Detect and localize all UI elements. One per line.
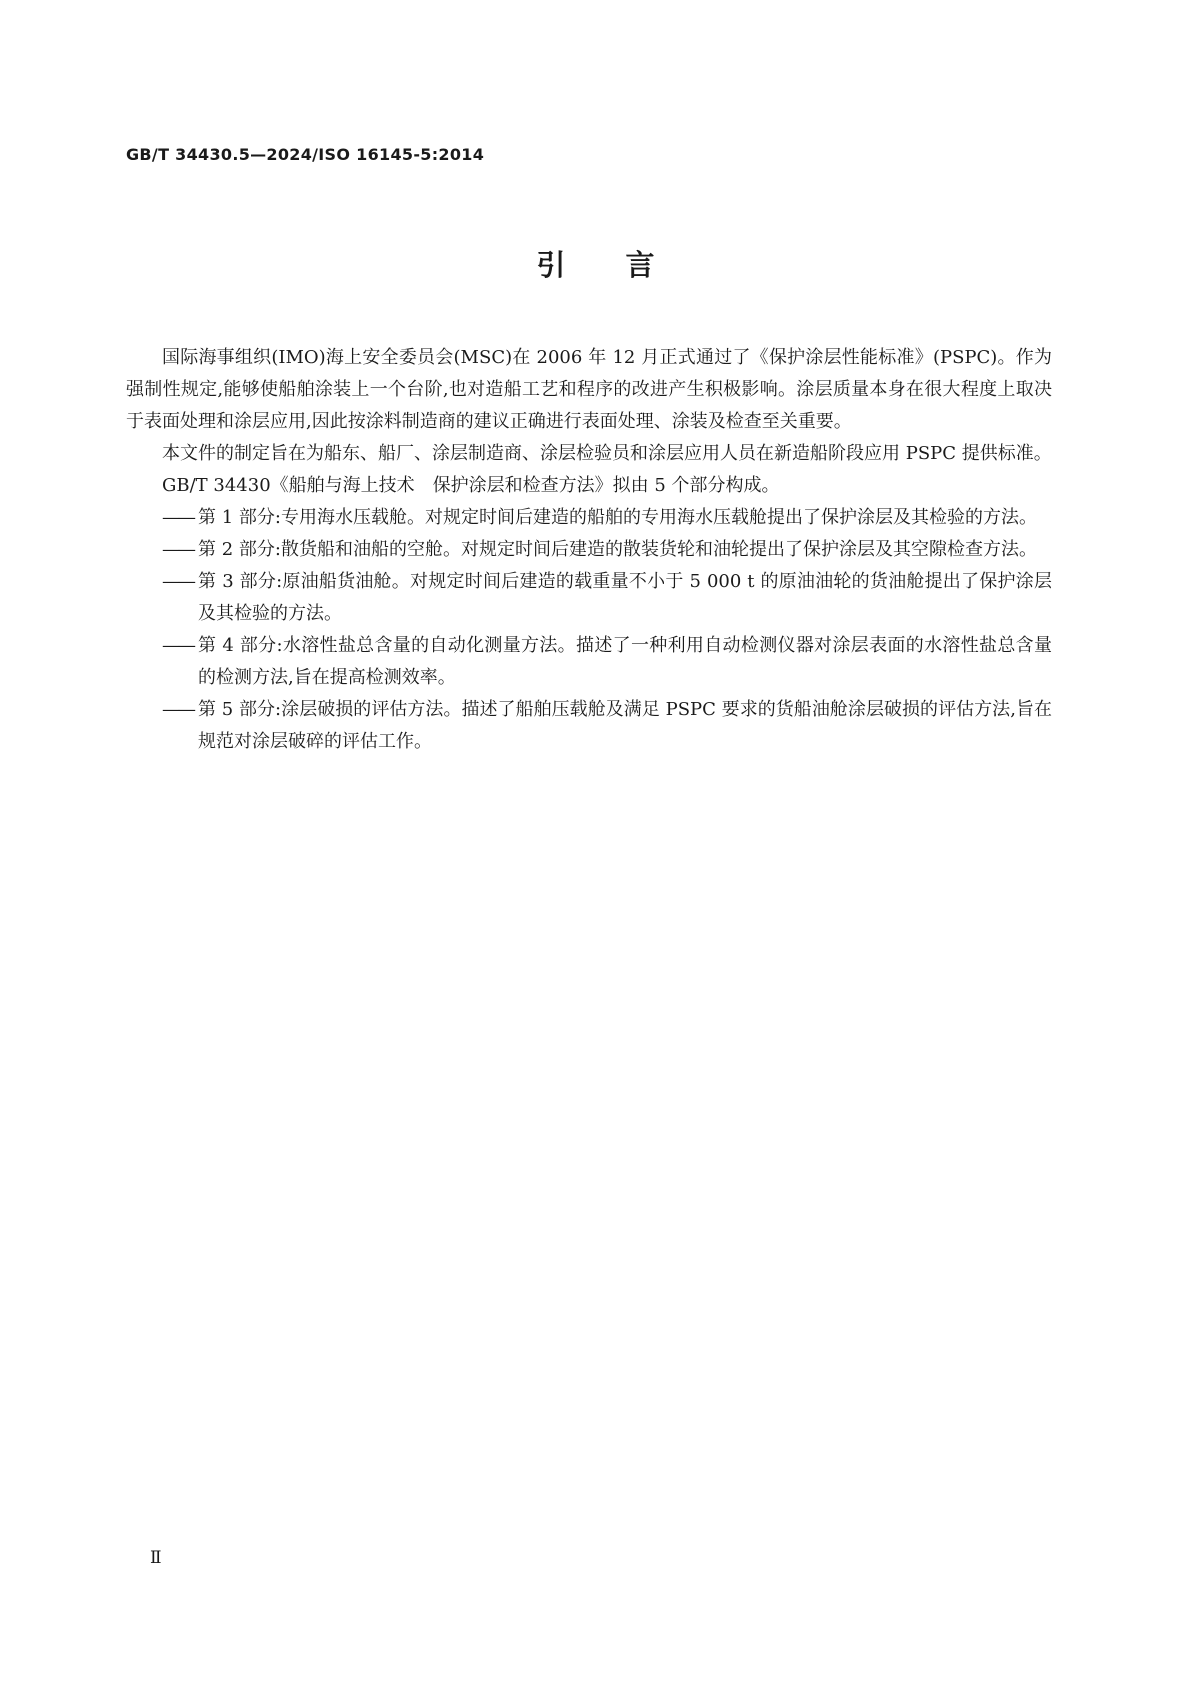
list-item-text: 第 4 部分:水溶性盐总含量的自动化测量方法。描述了一种利用自动检测仪器对涂层表面的水溶性盐总含量的检测方法,旨在提高检测效率。: [198, 635, 1052, 688]
list-item-text: 第 3 部分:原油船货油舱。对规定时间后建造的载重量不小于 5 000 t 的原油油轮的货油舱提出了保护涂层及其检验的方法。: [198, 571, 1052, 624]
list-item: [126, 630, 1052, 694]
list-item: [126, 566, 1052, 630]
structure-paragraph: GB/T 34430《船舶与海上技术 保护涂层和检查方法》拟由 5 个部分构成。: [162, 475, 780, 496]
list-item: [126, 534, 1052, 566]
document-body: [126, 342, 1052, 758]
standard-code-header: GB/T 34430.5—2024/ISO 16145-5:2014: [126, 145, 485, 164]
dash-marker: ——: [162, 507, 194, 528]
page-title: 引言: [536, 248, 715, 282]
purpose-paragraph: 本文件的制定旨在为船东、船厂、涂层制造商、涂层检验员和涂层应用人员在新造船阶段应用 PSPC 提供标准。: [162, 443, 1052, 464]
list-item-text: 第 1 部分:专用海水压载舱。对规定时间后建造的船舶的专用海水压载舱提出了保护涂层及其检验的方法。: [198, 507, 1037, 528]
list-item-text: 第 5 部分:涂层破损的评估方法。描述了船舶压载舱及满足 PSPC 要求的货船油舱涂层破损的评估方法,旨在规范对涂层破碎的评估工作。: [198, 699, 1052, 752]
list-item-text: 第 2 部分:散货船和油船的空舱。对规定时间后建造的散装货轮和油轮提出了保护涂层及其空隙检查方法。: [198, 539, 1037, 560]
dash-marker: ——: [162, 571, 194, 592]
list-item: [126, 502, 1052, 534]
dash-marker: ——: [162, 635, 194, 656]
dash-marker: ——: [162, 699, 194, 720]
page-number: Ⅱ: [150, 1548, 162, 1568]
intro-paragraph: 国际海事组织(IMO)海上安全委员会(MSC)在 2006 年 12 月正式通过了《保护涂层性能标准》(PSPC)。作为强制性规定,能够使船舶涂装上一个台阶,也对造船工艺和程序的改进产生积极影响。涂层质量本身在很大程度上取决于表面处理和涂层应用,因此按涂料制造商的建议正确进行表面处理、涂装及检查至关重要。: [126, 347, 1052, 432]
dash-marker: ——: [162, 539, 194, 560]
list-item: [126, 694, 1052, 758]
